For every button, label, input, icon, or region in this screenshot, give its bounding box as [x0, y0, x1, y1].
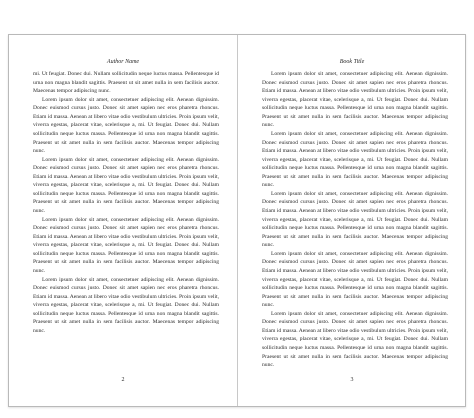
left-page [9, 35, 237, 406]
paragraph-continued: mi. Ut feugiat. Donec dui. Nullam sollicitudin neque luctus massa. Pellentesque id urna non magna blandit sagittis. Praesent ut sit amet nulla in sem facilisis auctor. Maecenas tempor adipiscing nunc. [33, 71, 219, 95]
paragraph: Lorem ipsum dolor sit amet, consectetuer adipiscing elit. Aenean dignissim. Donec euismod cursus justo. Donec sit amet sapien nec eros pharetra rhoncus. Etiam id massa. Aenean at libero vitae odio vestibulum ultricies. Proin ipsum velit, viverra egestas, placerat vitae, scelerisque a, mi. Ut feugiat. Donec dui. Nullam sollicitudin neque luctus massa. Pellentesque id urna non magna blandit sagittis. Praesent ut sit amet nulla in sem facilisis auctor. Maecenas tempor adipiscing nunc. [262, 190, 448, 249]
paragraph: Lorem ipsum dolor sit amet, consectetuer adipiscing elit. Aenean dignissim. Donec euismod cursus justo. Donec sit amet sapien nec eros pharetra rhoncus. Etiam id massa. Aenean at libero vitae odio vestibulum ultricies. Proin ipsum velit, viverra egestas, placerat vitae, scelerisque a, mi. Ut feugiat. Donec dui. Nullam sollicitudin neque luctus massa. Pellentesque id urna non magna blandit sagittis. Praesent ut sit amet nulla in sem facilisis auctor. Maecenas tempor adipiscing nunc. [262, 130, 448, 189]
paragraph: Lorem ipsum dolor sit amet, consectetuer adipiscing elit. Aenean dignissim. Donec euismod cursus justo. Donec sit amet sapien nec eros pharetra rhoncus. Etiam id massa. Aenean at libero vitae odio vestibulum ultricies. Proin ipsum velit, viverra egestas, placerat vitae, scelerisque a, mi. Ut feugiat. Donec dui. Nullam sollicitudin neque luctus massa. Pellentesque id urna non magna blandit sagittis. Praesent ut sit amet nulla in sem facilisis auctor. Maecenas tempor adipiscing nunc. [262, 250, 448, 309]
paragraph: Lorem ipsum dolor sit amet, consectetuer adipiscing elit. Aenean dignissim. Donec euismod cursus justo. Donec sit amet sapien nec eros pharetra rhoncus. Etiam id massa. Aenean at libero vitae odio vestibulum ultricies. Proin ipsum velit, viverra egestas, placerat vitae, scelerisque a, mi. Ut feugiat. Donec dui. Nullam sollicitudin neque luctus massa. Pellentesque id urna non magna blandit sagittis. Praesent ut sit amet nulla in sem facilisis auctor. Maecenas tempor adipiscing nunc. [33, 156, 219, 214]
paragraph: Lorem ipsum dolor sit amet, consectetuer adipiscing elit. Aenean dignissim. Donec euismod cursus justo. Donec sit amet sapien nec eros pharetra rhoncus. Etiam id massa. Aenean at libero vitae odio vestibulum ultricies. Proin ipsum velit, viverra egestas, placerat vitae, scelerisque a, mi. Ut feugiat. Donec dui. Nullam sollicitudin neque luctus massa. Pellentesque id urna non magna blandit sagittis. Praesent ut sit amet nulla in sem facilisis auctor. Maecenas tempor adipiscing nunc. [262, 71, 448, 129]
right-page [238, 35, 466, 406]
paragraph: Lorem ipsum dolor sit amet, consectetuer adipiscing elit. Aenean dignissim. Donec euismod cursus justo. Donec sit amet sapien nec eros pharetra rhoncus. Etiam id massa. Aenean at libero vitae odio vestibulum ultricies. Proin ipsum velit, viverra egestas, placerat vitae, scelerisque a, mi. Ut feugiat. Donec dui. Nullam sollicitudin neque luctus massa. Pellentesque id urna non magna blandit sagittis. Praesent ut sit amet nulla in sem facilisis auctor. Maecenas tempor adipiscing nunc. [33, 276, 219, 334]
paragraph: Lorem ipsum dolor sit amet, consectetuer adipiscing elit. Aenean dignissim. Donec euismod cursus justo. Donec sit amet sapien nec eros pharetra rhoncus. Etiam id massa. Aenean at libero vitae odio vestibulum ultricies. Proin ipsum velit, viverra egestas, placerat vitae, scelerisque a, mi. Ut feugiat. Donec dui. Nullam sollicitudin neque luctus massa. Pellentesque id urna non magna blandit sagittis. Praesent ut sit amet nulla in sem facilisis auctor. Maecenas tempor adipiscing nunc. [33, 216, 219, 274]
book-spread [8, 34, 466, 407]
page-number: 2 [121, 377, 125, 383]
body-text [33, 70, 219, 335]
running-head-title: Book Title [339, 59, 365, 65]
paragraph: Lorem ipsum dolor sit amet, consectetuer adipiscing elit. Aenean dignissim. Donec euismod cursus justo. Donec sit amet sapien nec eros pharetra rhoncus. Etiam id massa. Aenean at libero vitae odio vestibulum ultricies. Proin ipsum velit, viverra egestas, placerat vitae, scelerisque a, mi. Ut feugiat. Donec dui. Nullam sollicitudin neque luctus massa. Pellentesque id urna non magna blandit sagittis. Praesent ut sit amet nulla in sem facilisis auctor. Maecenas tempor adipiscing nunc. [33, 96, 219, 155]
paragraph: Lorem ipsum dolor sit amet, consectetuer adipiscing elit. Aenean dignissim. Donec euismod cursus justo. Donec sit amet sapien nec eros pharetra rhoncus. Etiam id massa. Aenean at libero vitae odio vestibulum ultricies. Proin ipsum velit, viverra egestas, placerat vitae, scelerisque a, mi. Ut feugiat. Donec dui. Nullam sollicitudin neque luctus massa. Pellentesque id urna non magna blandit sagittis. Praesent ut sit amet nulla in sem facilisis auctor. Maecenas tempor adipiscing nunc. [262, 310, 448, 369]
running-head-author: Author Name [106, 59, 140, 65]
page-number: 3 [350, 377, 354, 383]
body-text [262, 70, 448, 370]
